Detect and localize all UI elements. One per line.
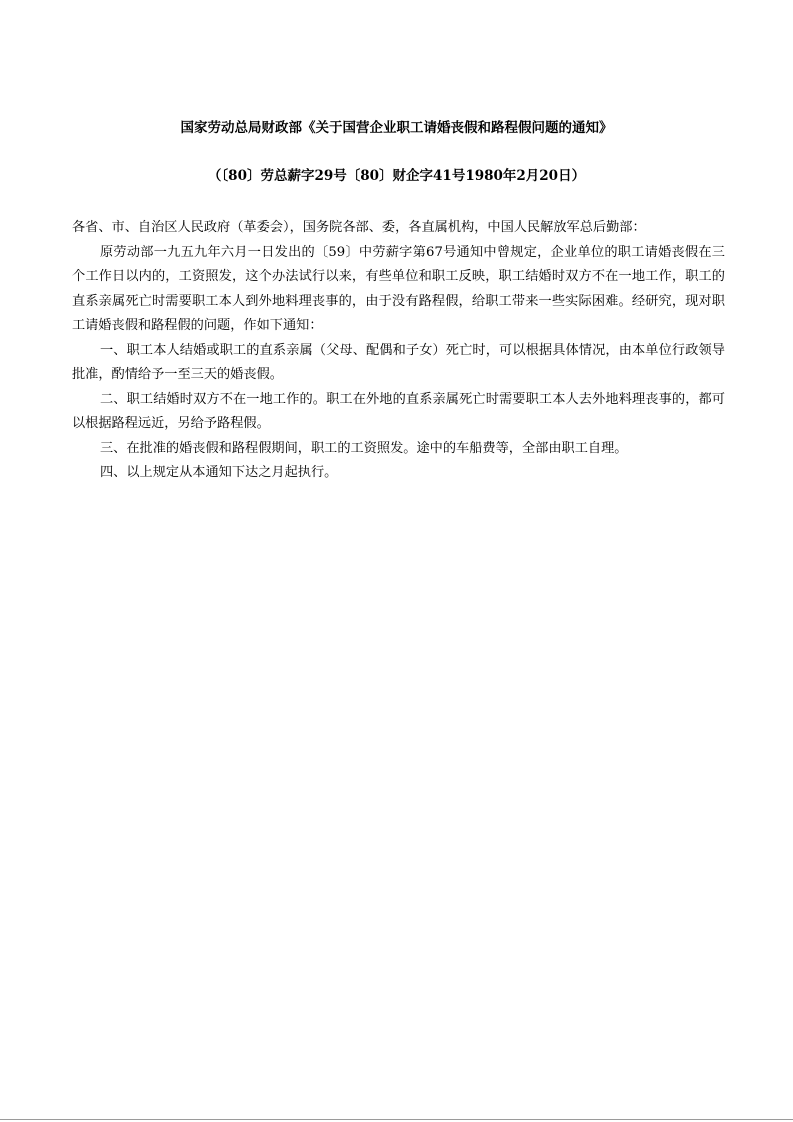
paragraph-item-3: 三、在批准的婚丧假和路程假期间，职工的工资照发。途中的车船费等，全部由职工自理。 (100, 440, 628, 456)
paragraph-item-2: 二、职工结婚时双方不在一地工作的。职工在外地的直系亲属死亡时需要职工本人去外地料理丧事的，都可以根据路程远近，另给予路程假。 (72, 391, 725, 431)
salutation: 各省、市、自治区人民政府（革委会），国务院各部、委，各直属机构，中国人民解放军总后勤部： (72, 220, 646, 235)
paragraph-intro: 原劳动部一九五九年六月一日发出的〔59〕中劳薪字第67号通知中曾规定，企业单位的职工请婚丧假在三个工作日以内的，工资照发，这个办法试行以来，有些单位和职工反映，职工结婚时双方不在一地工作，职工的直系亲属死亡时需要职工本人到外地料理丧事的，由于没有路程假，给职工带来一些实际困难。经研究，现对职工请婚丧假和路程假的问题，作如下通知： (72, 244, 725, 333)
paragraph-item-4: 四、以上规定从本通知下达之月起执行。 (100, 465, 338, 480)
document-body (72, 216, 725, 486)
paragraph-item-1: 一、职工本人结婚或职工的直系亲属（父母、配偶和子女）死亡时，可以根据具体情况，由本单位行政领导批准，酌情给予一至三天的婚丧假。 (72, 342, 725, 382)
document-reference: （〔80〕劳总薪字29号〔80〕财企字41号1980年2月20日） (207, 168, 586, 184)
document-title: 国家劳动总局财政部《关于国营企业职工请婚丧假和路程假问题的通知》 (180, 120, 613, 136)
page-bottom-rule (0, 1119, 793, 1120)
